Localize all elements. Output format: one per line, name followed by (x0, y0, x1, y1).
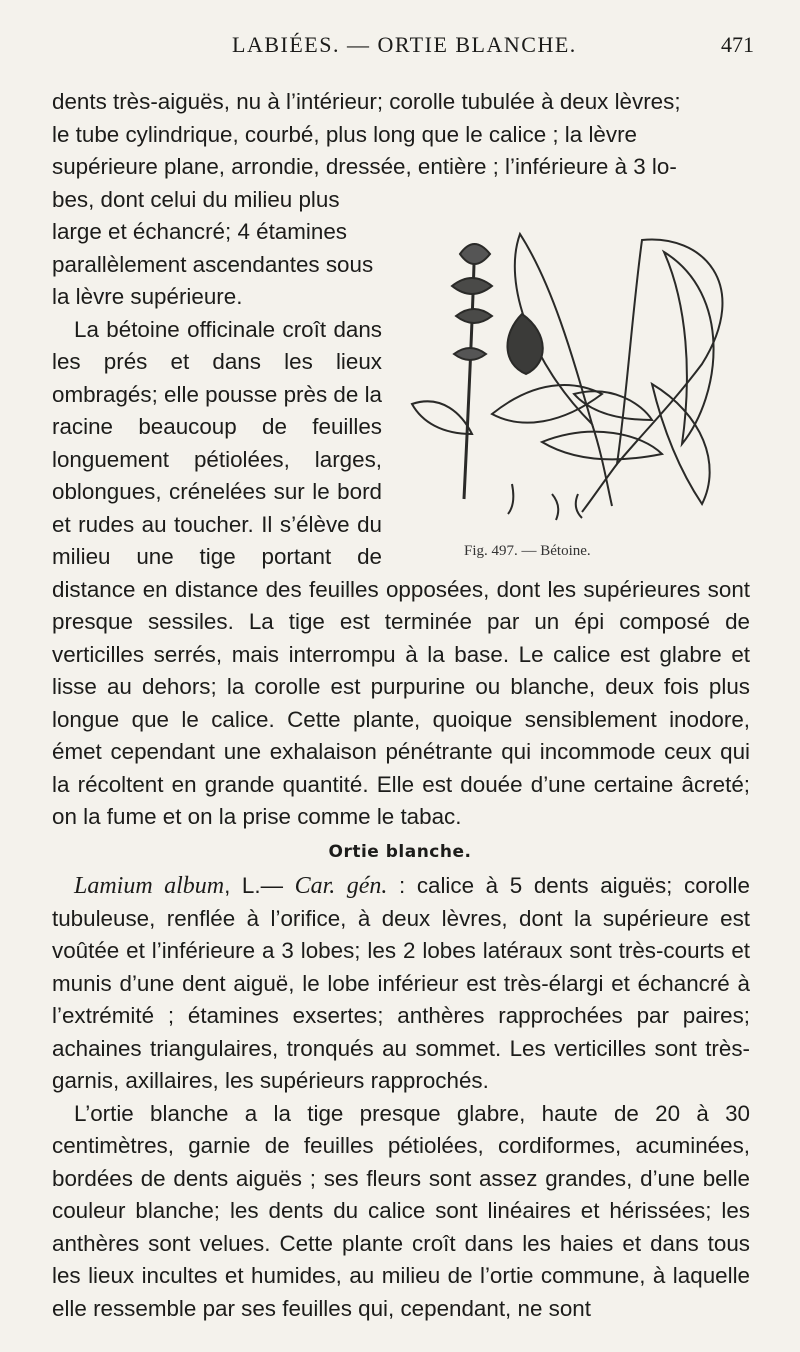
paragraph-line: supérieure plane, arrondie, dressée, entière ; l’inférieure à 3 lo- (52, 154, 677, 179)
betony-paragraph: La bétoine officinale croît dans les prés et dans les lieux ombragés; elle pousse près de la racine beaucoup de feuilles longuement pétiolées, larges, oblongues, crénelées sur le bord et rudes au toucher. Il s’élève du milieu une tige portant de distance en distance des feuilles opposées, dont les supérieures sont presque sessiles. La tige est terminée par un épi composé de verticilles serrés, mais interrompu à la base. Le calice est glabre et lisse au dehors; la corolle est purpurine ou blanche, deux fois plus longue que le calice. Cette plante, quoique sensiblement inodore, émet cependant une exhalaison pénétrante qui incommode ceux qui la récoltent en grande quantité. Elle est douée d’une certaine âcreté; on la fume et on la prise comme le tabac. (52, 316, 750, 829)
description-text: : calice à 5 dents aiguës; corolle tubuleuse, renflée à l’orifice, à deux lèvres, dont la supérieure est voûtée et l’inférieure a 3 lobes; les 2 lobes latéraux sont très-courts et munis d’une dent aiguë, le lobe inférieur est très-élargi et échancré à l’extrémité ; étamines exsertes; anthères rapprochées par paires; achaines triangulaires, tronqués au sommet. Les verticilles sont très-garnis, axillaires, les supérieurs rapprochés. (52, 873, 750, 1093)
figure-caption: Fig. 497. — Bétoine. (464, 543, 591, 559)
lamium-description: Lamium album, L.— Car. gén. : calice à 5 dents aiguës; corolle tubuleuse, renflée à l’orifice, à deux lèvres, dont la supérieure est voûtée et l’inférieure a 3 lobes; les 2 lobes latéraux sont très-courts et munis d’une dent aiguë, le lobe inférieur est très-élargi et échancré à l’extrémité ; étamines exsertes; anthères rapprochées par paires; achaines triangulaires, tronqués au sommet. Les verticilles sont très-garnis, axillaires, les supérieurs rapprochés. (52, 873, 750, 1093)
paragraph-line: dents très-aiguës, nu à l’intérieur; corolle tubulée à deux lèvres; (52, 89, 681, 114)
section-title: Ortie blanche. (328, 842, 472, 862)
paragraph-text: bes, dont celui du milieu plus large et échancré; 4 étamines parallèlement ascendantes sous la lèvre supérieure. (52, 186, 374, 309)
lower-text-block (52, 870, 750, 1325)
paragraph-line: le tube cylindrique, courbé, plus long que le calice ; la lèvre (52, 121, 637, 147)
author-abbrev: L.— (241, 873, 295, 898)
latin-name: Lamium album (74, 873, 225, 899)
genus-label: Car. gén. (294, 873, 388, 899)
running-head (0, 24, 800, 64)
running-title: LABIÉES. — ORTIE BLANCHE. (232, 32, 577, 57)
white-nettle-paragraph: L’ortie blanche a la tige presque glabre, haute de 20 à 30 centimètres, garnie de feuilles pétiolées, cordiformes, acuminées, bordées de dents aiguës ; ses fleurs sont assez grandes, d’une belle couleur blanche; les dents du calice sont linéaires et hérissées; les anthères sont velues. Cette plante croît dans les haies et dans tous les lieux incultes et humides, au milieu de l’ortie commune, à laquelle elle ressemble par ses feuilles qui, cependant, ne sont (52, 1100, 750, 1321)
betony-figure (402, 194, 750, 564)
page-number: 471 (721, 32, 754, 57)
upper-text-block (52, 86, 750, 834)
betony-illustration (402, 194, 750, 534)
